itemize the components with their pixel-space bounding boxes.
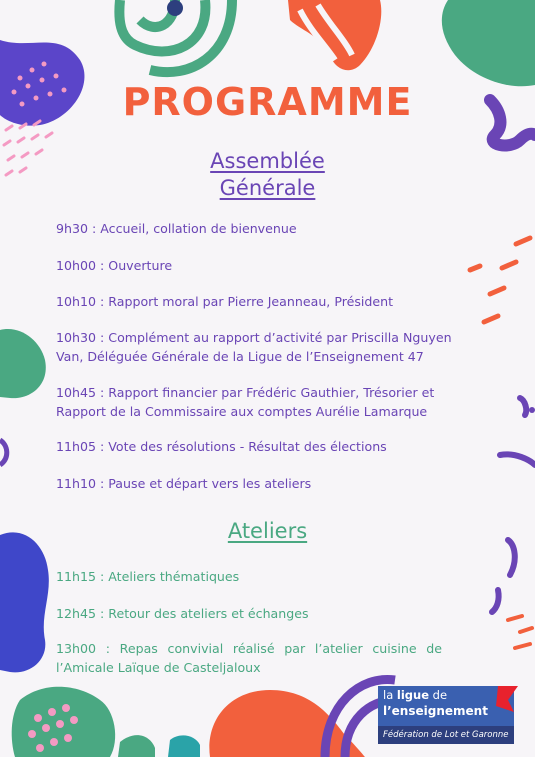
agenda-item: 10h45 : Rapport financier par Frédéric Gauthier, Trésorier et Rapport de la Commissaire aux comptes Aurélie Lamarque: [56, 385, 435, 419]
logo-line2: l’enseignement: [383, 704, 488, 718]
section-heading-line2: Générale: [219, 176, 316, 200]
workshop-item: 13h00 : Repas convivial réalisé par l’atelier cuisine de l’Amicale Laïque de Casteljaloux: [56, 641, 442, 675]
agenda-item: 11h05 : Vote des résolutions - Résultat des élections: [56, 439, 387, 454]
logo-line3: Fédération de Lot et Garonne: [378, 726, 514, 744]
page-title: PROGRAMME: [122, 80, 413, 124]
ligue-enseignement-logo: [378, 686, 514, 744]
section-heading-ateliers: Ateliers: [227, 519, 308, 543]
workshop-item: 11h15 : Ateliers thématiques: [56, 569, 240, 584]
flag-icon: [494, 684, 520, 714]
section-heading-line1: Assemblée: [210, 149, 325, 173]
workshop-item: 12h45 : Retour des ateliers et échanges: [56, 606, 309, 621]
agenda-item: 9h30 : Accueil, collation de bienvenue: [56, 221, 297, 236]
logo-line1: la ligue de: [383, 688, 448, 702]
agenda-item: 10h10 : Rapport moral par Pierre Jeanneau, Président: [56, 294, 394, 309]
agenda-item: 10h30 : Complément au rapport d’activité par Priscilla Nguyen Van, Déléguée Générale de la Ligue de l’Enseignement 47: [56, 330, 452, 364]
section-heading-assemblee: [0, 148, 535, 202]
agenda-item: 11h10 : Pause et départ vers les ateliers: [56, 476, 312, 491]
agenda-item: 10h00 : Ouverture: [56, 258, 173, 273]
